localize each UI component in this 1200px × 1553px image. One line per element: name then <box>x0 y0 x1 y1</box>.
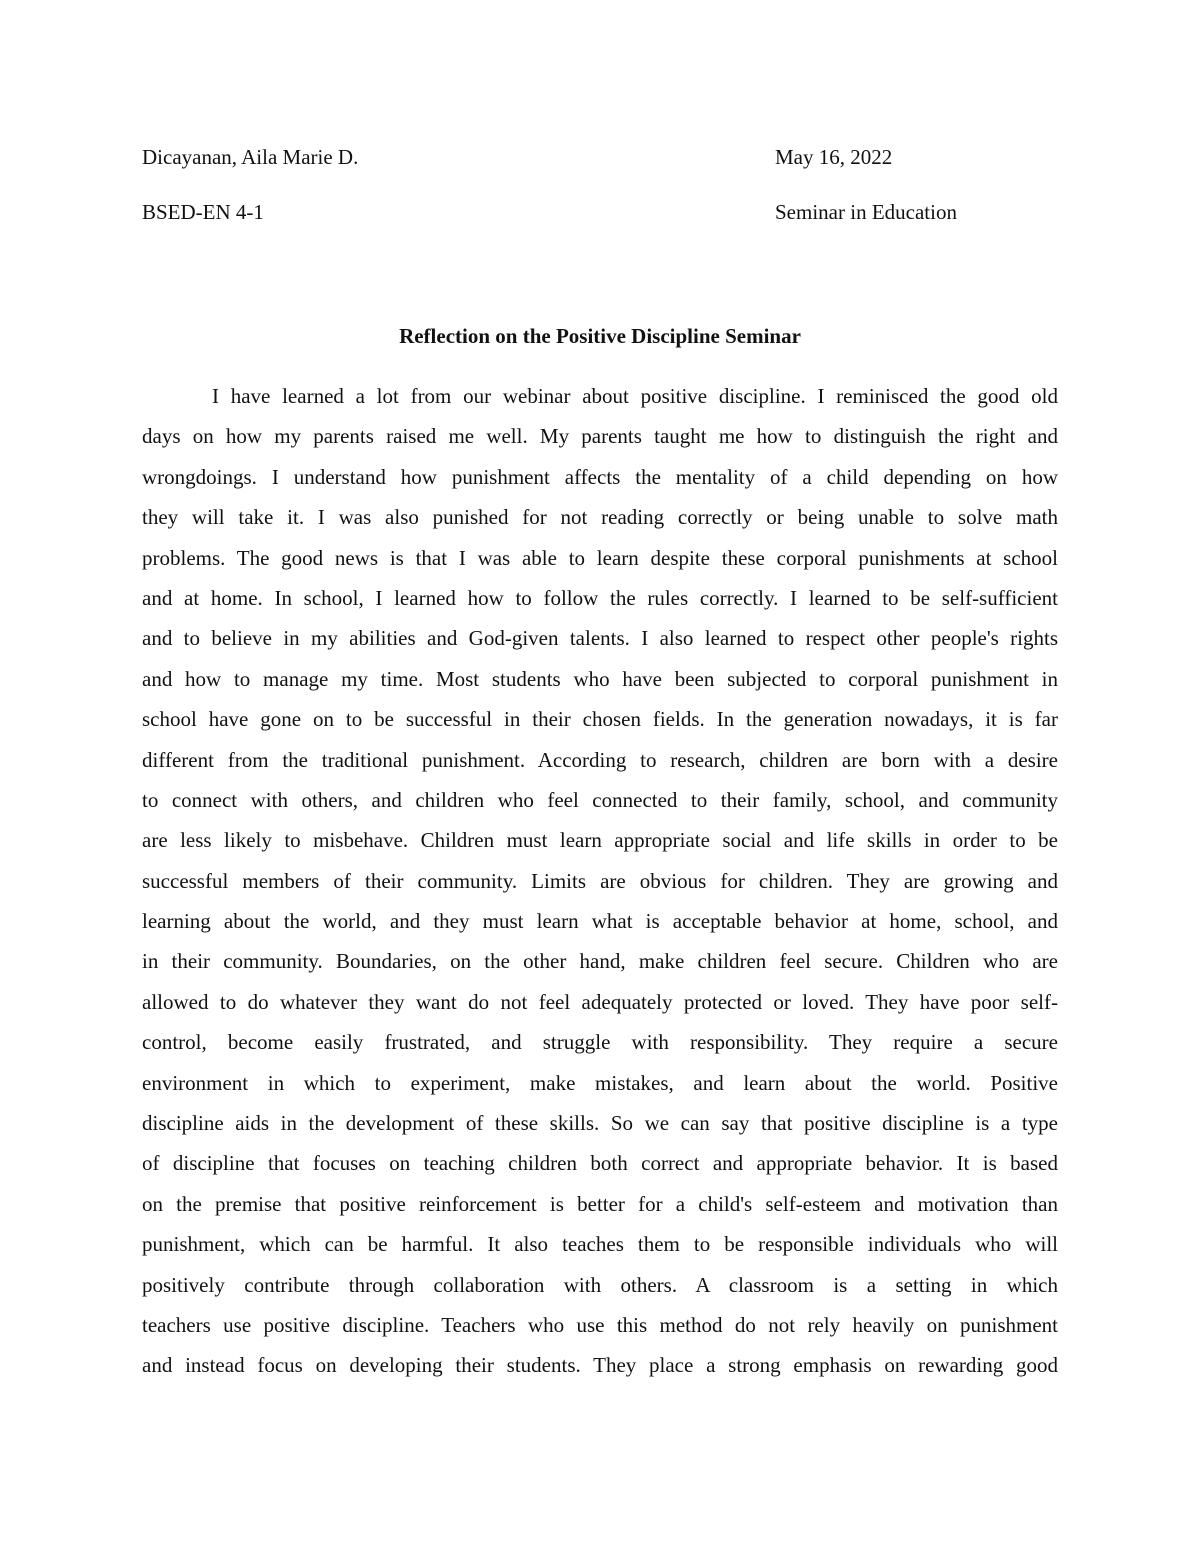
document-date: May 16, 2022 <box>775 145 893 169</box>
reflection-body <box>142 379 1058 1399</box>
student-name: Dicayanan, Aila Marie D. <box>142 145 359 169</box>
body-line: and to believe in my abilities and God-given talents. I also learned to respect other people's rights <box>142 626 1058 651</box>
body-line: control, become easily frustrated, and struggle with responsibility. They require a secure <box>142 1030 1058 1055</box>
body-line: teachers use positive discipline. Teachers who use this method do not rely heavily on punishment <box>142 1312 1058 1337</box>
body-line: days on how my parents raised me well. My parents taught me how to distinguish the right and <box>142 424 1058 449</box>
body-line: school have gone on to be successful in their chosen fields. In the generation nowadays, it is far <box>142 707 1058 732</box>
body-line: are less likely to misbehave. Children must learn appropriate social and life skills in order to be <box>142 828 1058 853</box>
body-line: different from the traditional punishment. According to research, children are born with a desire <box>142 747 1058 772</box>
body-line: I have learned a lot from our webinar about positive discipline. I reminisced the good old <box>212 384 1058 408</box>
student-section: BSED-EN 4-1 <box>142 200 264 224</box>
body-line: wrongdoings. I understand how punishment affects the mentality of a child depending on how <box>142 464 1058 489</box>
body-line: problems. The good news is that I was able to learn despite these corporal punishments at school <box>142 545 1058 570</box>
course-name: Seminar in Education <box>775 200 957 224</box>
header-row-name-date <box>142 142 1058 172</box>
body-line: on the premise that positive reinforcement is better for a child's self-esteem and motivation than <box>142 1191 1058 1216</box>
body-line: and how to manage my time. Most students who have been subjected to corporal punishment in <box>142 666 1058 691</box>
body-line: of discipline that focuses on teaching children both correct and appropriate behavior. It is based <box>142 1151 1058 1176</box>
body-line: discipline aids in the development of these skills. So we can say that positive discipline is a type <box>142 1111 1058 1136</box>
body-line: positively contribute through collaboration with others. A classroom is a setting in which <box>142 1272 1058 1297</box>
body-line: in their community. Boundaries, on the other hand, make children feel secure. Children who are <box>142 949 1058 974</box>
body-line: they will take it. I was also punished for not reading correctly or being unable to solve math <box>142 505 1058 530</box>
header-row-section-course <box>142 197 1058 227</box>
body-line: successful members of their community. Limits are obvious for children. They are growing and <box>142 868 1058 893</box>
body-line: to connect with others, and children who feel connected to their family, school, and community <box>142 787 1058 812</box>
body-line: and at home. In school, I learned how to follow the rules correctly. I learned to be self-sufficient <box>142 585 1058 610</box>
body-line: and instead focus on developing their students. They place a strong emphasis on rewarding good <box>142 1353 1058 1378</box>
body-line: allowed to do whatever they want do not feel adequately protected or loved. They have poor self- <box>142 989 1058 1014</box>
body-line: learning about the world, and they must learn what is acceptable behavior at home, school, and <box>142 909 1058 934</box>
document-title: Reflection on the Positive Discipline Seminar <box>399 324 801 348</box>
body-line: punishment, which can be harmful. It also teaches them to be responsible individuals who will <box>142 1232 1058 1257</box>
body-line: environment in which to experiment, make mistakes, and learn about the world. Positive <box>142 1070 1058 1095</box>
